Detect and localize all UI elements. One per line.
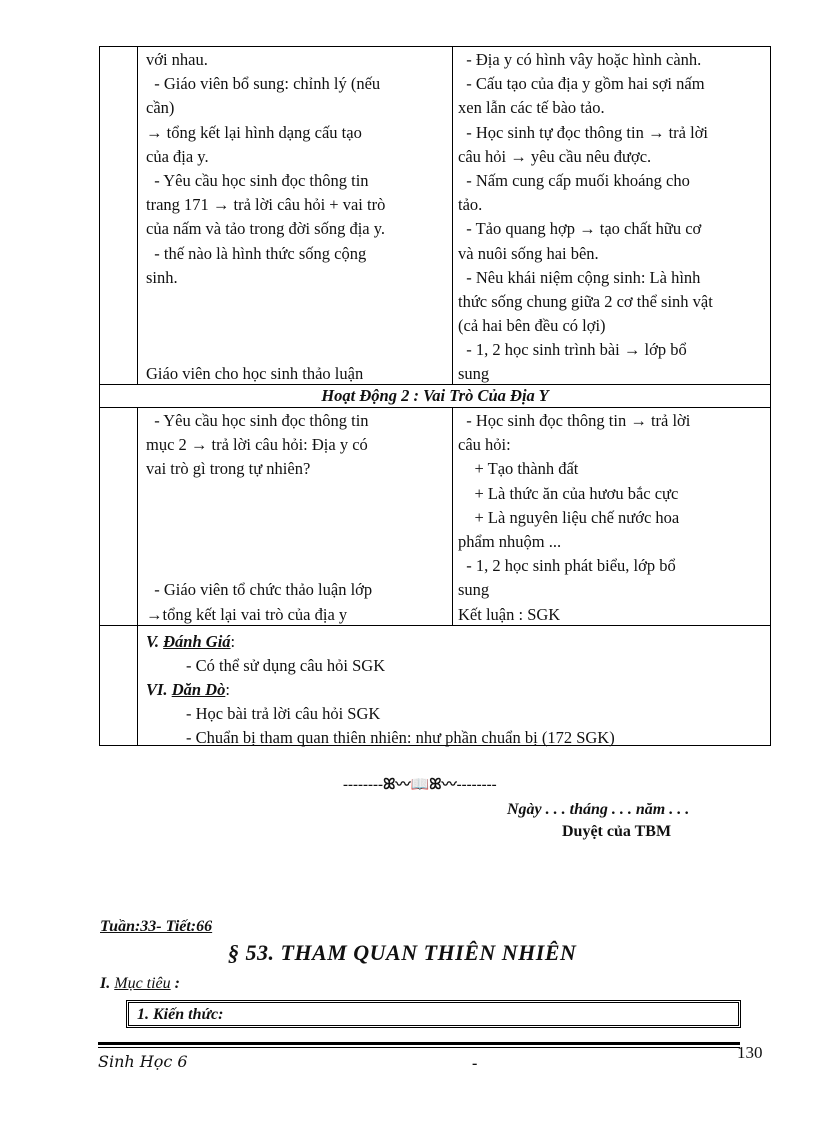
section-number: V. [146, 632, 164, 651]
text-line: - Nấm cung cấp muối khoáng cho [458, 170, 690, 190]
text-line: Giáo viên cho học sinh thảo luận [146, 364, 364, 384]
table-row-divider [99, 407, 771, 408]
table-col-divider [452, 46, 453, 384]
page-number: 130 [737, 1043, 763, 1062]
homework-heading: VI. Dăn Dò: [146, 680, 230, 699]
text-line: - 1, 2 học sinh phát biểu, lớp bổ [458, 556, 676, 576]
text-line: phẩm nhuộm ... [458, 531, 562, 551]
text-line: - Nêu khái niệm cộng sinh: Là hình [458, 267, 701, 287]
text-line: vai trò gì trong tự nhiên? [146, 459, 311, 479]
text-line: của địa y. [146, 146, 209, 166]
objectives-colon: : [170, 975, 180, 992]
objectives-heading [100, 975, 180, 993]
text-line [146, 482, 444, 506]
knowledge-box: 1. Kiến thức: [128, 1002, 739, 1026]
homework-item: - Học bài trả lời câu hỏi SGK [186, 704, 381, 723]
teacher-activity-column-2 [146, 409, 444, 627]
table-col-divider [452, 407, 453, 625]
objectives-label: Mục tiêu [114, 975, 171, 992]
text-line: của nấm và tảo trong đời sống địa y. [146, 219, 386, 239]
text-line: - Học sinh đọc thông tin → trả lời [458, 411, 691, 430]
text-line: - Địa y có hình vây hoặc hình cành. [458, 50, 702, 69]
text-line [146, 554, 444, 578]
week-period: Tuần:33- Tiết:66 [100, 918, 213, 935]
student-activity-column [458, 48, 764, 387]
section-title: Dăn Dò [171, 680, 226, 699]
text-line: + Là thức ăn của hươu bắc cực [458, 483, 679, 503]
decorative-separator: --------ꕤ〰📖ꕤ〰-------- [343, 777, 497, 793]
text-line: (cả hai bên đều có lợi) [458, 316, 606, 336]
text-line [146, 338, 444, 362]
teacher-activity-column [146, 48, 444, 387]
lesson-title: § 53. THAM QUAN THIÊN NHIÊN [228, 940, 577, 965]
text-line: - Học sinh tự đọc thông tin → trả lời [458, 122, 709, 142]
text-line: + Tạo thành đất [458, 459, 579, 479]
text-line [146, 530, 444, 554]
text-line: sinh. [146, 267, 178, 287]
text-line: sung [458, 580, 490, 600]
text-line: và nuôi sống hai bên. [458, 243, 599, 263]
evaluation-heading: V. Đánh Giá: [146, 632, 236, 651]
section-number: VI. [146, 680, 172, 699]
text-line [146, 314, 444, 338]
evaluation-section [146, 630, 615, 750]
footer-rule [98, 1047, 740, 1048]
table-border-top [99, 46, 771, 47]
text-line: trang 171 → trả lời câu hỏi + vai trò [146, 195, 386, 215]
text-line: - Yêu cầu học sinh đọc thông tin [146, 411, 369, 430]
text-line [146, 506, 444, 530]
footer-rule [98, 1042, 740, 1045]
approval-line: Duyệt của TBM [562, 823, 672, 840]
text-line: - Giáo viên tổ chức thảo luận lớp [146, 580, 373, 600]
text-line: tảo. [458, 195, 483, 215]
table-col-divider [137, 46, 138, 384]
text-line: với nhau. [146, 50, 208, 69]
text-line: - Tảo quang hợp → tạo chất hữu cơ [458, 219, 702, 239]
homework-item: - Chuẩn bị tham quan thiên nhiên: như phần chuẩn bị (172 SGK) [186, 728, 615, 747]
table-col-divider [137, 407, 138, 746]
section-title: Đánh Giá [163, 632, 231, 651]
text-line: - Giáo viên bổ sung: chỉnh lý (nếu [146, 74, 381, 94]
text-line [146, 290, 444, 314]
date-line: Ngày . . . tháng . . . năm . . . [507, 801, 690, 818]
text-line: - Yêu cầu học sinh đọc thông tin [146, 170, 369, 190]
footer-dash: - [472, 1055, 478, 1072]
text-line: câu hỏi: [458, 435, 511, 455]
text-line: - thế nào là hình thức sống cộng [146, 243, 367, 263]
text-line: mục 2 → trả lời câu hỏi: Địa y có [146, 435, 368, 455]
student-activity-column-2 [458, 409, 764, 627]
objectives-number: I. [100, 975, 115, 992]
text-line: - Cấu tạo của địa y gồm hai sợi nấm [458, 74, 705, 94]
text-line: câu hỏi → yêu cầu nêu được. [458, 146, 652, 166]
text-line: →tổng kết lại vai trò của địa y [146, 604, 348, 624]
text-line: thức sống chung giữa 2 cơ thể sinh vật [458, 291, 713, 311]
text-line: → tổng kết lại hình dạng cấu tạo [146, 122, 362, 142]
activity-2-heading: Hoạt Động 2 : Vai Trò Của Địa Y [321, 386, 549, 405]
text-line: Kết luận : SGK [458, 604, 561, 624]
text-line: xen lẫn các tế bào tảo. [458, 98, 605, 118]
lesson-table [99, 46, 771, 746]
text-line: cần) [146, 98, 175, 118]
text-line: sung [458, 364, 490, 384]
text-line: + Là nguyên liệu chế nước hoa [458, 507, 680, 527]
text-line: - 1, 2 học sinh trình bài → lớp bổ [458, 340, 687, 360]
footer-subject: Sinh Học 6 [98, 1052, 188, 1071]
evaluation-item: - Có thể sử dụng câu hỏi SGK [186, 656, 386, 675]
